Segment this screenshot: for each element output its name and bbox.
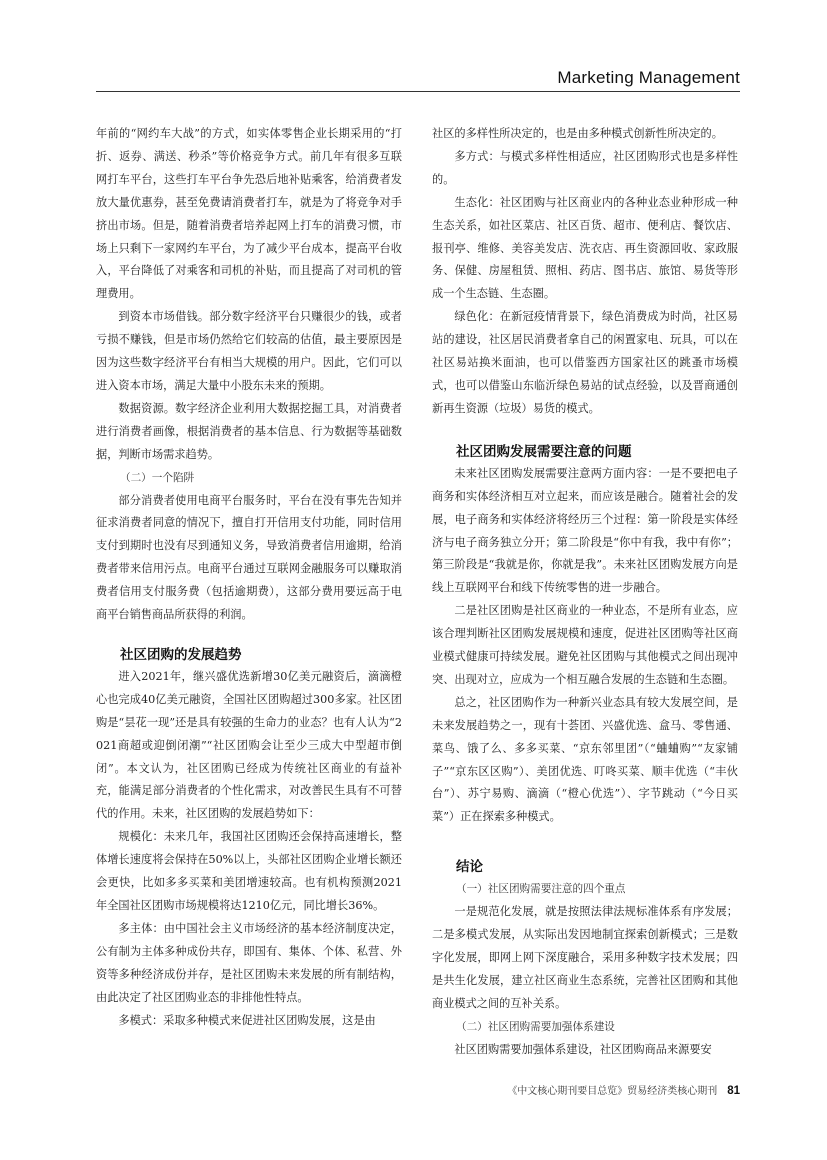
left-paragraph-7: 多主体：由中国社会主义市场经济的基本经济制度决定，公有制为主体多种成份共存，即国有、集体、个体、私营、外资等多种经济成份并存，是社区团购未来发展的所有制结构，由此决定了社区团购业态的非排他性特点。: [96, 921, 402, 1004]
left-paragraph-4: 部分消费者使用电商平台服务时，平台在没有事先告知并征求消费者同意的情况下，擅自打开信用支付功能，同时信用支付到期时也没有尽到通知义务，导致消费者信用逾期，给消费者带来信用污点。电商平台通过互联网金融服务可以赚取消费者信用支付服务费（包括逾期费），这部分费用要远高于电商平台销售商品所获得的利润。: [96, 493, 402, 622]
right-column: [432, 123, 738, 1062]
right-paragraph-2: 多方式：与模式多样性相适应，社区团购形式也是多样性的。: [432, 149, 738, 186]
running-header: [96, 68, 740, 92]
right-paragraph-8: 一是规范化发展，就是按照法律法规标准体系有序发展；二是多模式发展，从实际出发因地制宜探索创新模式；三是数字化发展，即网上网下深度融合，采用多种数字技术发展；四是共生化发展，建立社区商业生态系统，完善社区团购和其他商业模式之间的互补关系。: [432, 905, 738, 1010]
right-paragraph-9: 社区团购需要加强体系建设，社区团购商品来源要安: [454, 1042, 712, 1056]
section-heading-issues: 社区团购发展需要注意的问题: [456, 443, 632, 460]
header-title: Marketing Management: [557, 68, 740, 87]
right-paragraph-6: 二是社区团购是社区商业的一种业态，不是所有业态，应该合理判断社区团购发展规模和速度，促进社区团购等社区商业模式健康可持续发展。避免社区团购与其他模式之间出现冲突、出现对立，应成为一个相互融合发展的生态链和生态圈。: [432, 604, 738, 686]
left-paragraph-5: 进入2021年，继兴盛优选新增30亿美元融资后，滴滴橙心也完成40亿美元融资，全国社区团购超过300多家。社区团购是“昙花一现”还是具有较强的生命力的业态？也有人认为“2021商超或迎倒闭潮”“社区团购会让至少三成大中型超市倒闭”。本文认为，社区团购已经成为传统社区商业的有益补充，能满足部分消费者的个性化需求，对改善民生具有不可替代的作用。未来，社区团购的发展趋势如下：: [96, 669, 402, 821]
right-paragraph-7: 总之，社区团购作为一种新兴业态具有较大发展空间，是未来发展趋势之一，现有十荟团、兴盛优选、盒马、零售通、菜鸟、饿了么、多多买菜、“京东邻里团”（“蛐蛐购”“友家铺子”“京东区区购”）、美团优选、叮咚买菜、顺丰优选（“丰伙台”）、苏宁易购、滴滴（“橙心优选”）、字节跳动（“今日买菜”）正在探索多种模式。: [432, 695, 738, 824]
left-paragraph-8: 多模式：采取多种模式来促进社区团购发展，这是由: [118, 1013, 376, 1027]
left-column: [96, 123, 402, 1032]
right-subheading-1: （一）社区团购需要注意的四个重点: [456, 883, 626, 896]
left-paragraph-3: 数据资源。数字经济企业利用大数据挖掘工具，对消费者进行消费者画像，根据消费者的基本信息、行为数据等基础数据，判断市场需求趋势。: [96, 401, 402, 461]
left-subheading-1: （二）一个陷阱: [120, 471, 195, 484]
right-paragraph-5: 未来社区团购发展需要注意两方面内容：一是不要把电子商务和实体经济相互对立起来，而应该是融合。随着社会的发展，电子商务和实体经济将经历三个过程：第一阶段是实体经济与电子商务独立分开；第二阶段是“你中有我，我中有你”；第三阶段是“我就是你，你就是我”。未来社区团购发展方向是线上互联网平台和线下传统零售的进一步融合。: [432, 466, 738, 595]
footer-journal: 《中文核心期刊要目总览》贸易经济类核心期刊: [507, 1086, 718, 1097]
page-footer: [430, 1082, 740, 1102]
right-subheading-2: （二）社区团购需要加强体系建设: [456, 1020, 615, 1033]
page-number: 81: [727, 1085, 740, 1097]
right-paragraph-4: 绿色化：在新冠疫情背景下，绿色消费成为时尚，社区易站的建设，社区居民消费者拿自己的闲置家电、玩具，可以在社区易站换米面油，也可以借鉴西方国家社区的跳蚤市场模式，也可以借鉴山东临沂绿色易站的试点经验，以及晋商通创新再生资源（垃圾）易货的模式。: [432, 310, 738, 415]
spacer: [96, 627, 402, 644]
right-paragraph-3: 生态化：社区团购与社区商业内的各种业态业种形成一种生态关系，如社区菜店、社区百货、超市、便利店、餐饮店、报刊亭、维修、美容美发店、洗衣店、再生资源回收、家政服务、保健、房屋租赁、照相、药店、图书店、旅馆、易货等形成一个生态链、生态圈。: [432, 195, 738, 301]
header-rule: [96, 91, 740, 92]
spacer: [432, 421, 738, 441]
section-heading-conclusion: 结论: [456, 859, 483, 876]
section-heading-trends: 社区团购的发展趋势: [120, 646, 242, 663]
left-paragraph-2: 到资本市场借钱。部分数字经济平台只赚很少的钱，或者亏损不赚钱，但是市场仍然给它们较高的估值，最主要原因是因为这些数字经济平台有相当大规模的用户。因此，它们可以进入资本市场，满足大量中小股东未来的预期。: [96, 310, 402, 392]
right-paragraph-1: 社区的多样性所决定的，也是由多种模式创新性所决定的。: [432, 127, 723, 140]
left-paragraph-6: 规模化：未来几年，我国社区团购还会保持高速增长，整体增长速度将会保持在50%以上，头部社区团购企业增长额还会更快，比如多多买菜和美团增速较高。也有机构预测2021年全国社区团购市场规模将达1210亿元，同比增长36%。: [96, 830, 402, 912]
spacer: [432, 829, 738, 856]
left-paragraph-1: 年前的“网约车大战”的方式，如实体零售企业长期采用的“打折、返券、满送、秒杀”等价格竞争方式。前几年有很多互联网打车平台，这些打车平台争先恐后地补贴乘客，给消费者发放大量优惠券，甚至免费请消费者打车，就是为了将竞争对手挤出市场。但是，随着消费者培养起网上打车的消费习惯，市场上只剩下一家网约车平台，为了减少平台成本，提高平台收入，平台降低了对乘客和司机的补贴，而且提高了对司机的管理费用。: [96, 127, 402, 301]
